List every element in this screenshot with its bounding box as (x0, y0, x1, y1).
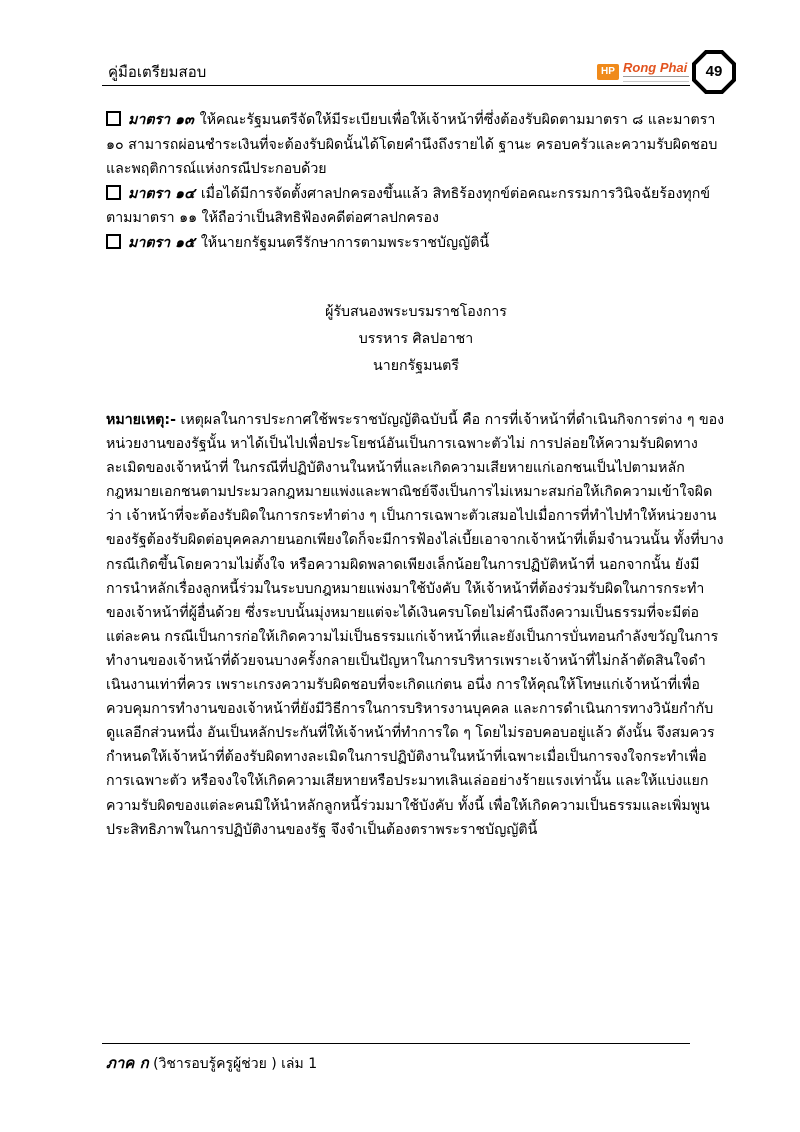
logo-text: Rong Phai (623, 60, 688, 75)
checkbox-square-icon (106, 185, 121, 200)
logo-badge: HP (597, 64, 619, 80)
footer-divider (102, 1043, 690, 1044)
signature-line-title: นายกรัฐมนตรี (373, 358, 459, 374)
header-divider (102, 85, 690, 86)
section-heading: มาตรา ๑๕ (128, 234, 195, 251)
section-13 (106, 108, 726, 182)
page-number-badge (692, 50, 736, 94)
section-14 (106, 182, 726, 231)
section-heading: มาตรา ๑๓ (128, 112, 194, 128)
section-text: ให้นายกรัฐมนตรีรักษาการตามพระราชบัญญัตินี้ (200, 234, 490, 251)
checkbox-square-icon (106, 111, 121, 126)
running-footer (106, 1052, 317, 1075)
section-text: ให้คณะรัฐมนตรีจัดให้มีระเบียบเพื่อให้เจ้าหน้าที่ซึ่งต้องรับผิดตามมาตรา ๘ และมาตรา ๑๐ สามารถผ่อนชำระเงินที่จะต้องรับผิดนั้นได้โดยคำนึงถึงรายได้ ฐานะ ครอบครัวและความรับผิดชอบ และพฤติการณ์แห่งกรณีประกอบด้วย (106, 112, 718, 178)
signature-line-name: บรรหาร ศิลปอาชา (358, 331, 474, 347)
signature-block (106, 299, 726, 380)
checkbox-square-icon (106, 234, 121, 249)
signature-line-countersign: ผู้รับสนองพระบรมราชโองการ (325, 304, 507, 320)
remark-label: หมายเหตุ:- (106, 412, 176, 428)
section-text: เมื่อได้มีการจัดตั้งศาลปกครองขึ้นแล้ว สิทธิร้องทุกข์ต่อคณะกรรมการวินิจฉัยร้องทุกข์ตามมาตรา ๑๑ ให้ถือว่าเป็นสิทธิฟ้องคดีต่อศาลปกครอง (106, 185, 711, 227)
remark-paragraph (106, 408, 726, 842)
logo-underline (623, 76, 689, 82)
sections-block (106, 108, 726, 256)
footer-subtitle: (วิชารอบรู้ครูผู้ช่วย ) เล่ม 1 (153, 1056, 318, 1072)
footer-part: ภาค ก (106, 1054, 149, 1072)
section-15 (106, 231, 726, 256)
section-heading: มาตรา ๑๔ (128, 185, 195, 202)
remark-text: เหตุผลในการประกาศใช้พระราชบัญญัติฉบับนี้ คือ การที่เจ้าหน้าที่ดำเนินกิจการต่าง ๆ ของหน่วยงานของรัฐนั้น หาได้เป็นไปเพื่อประโยชน์อันเป็นการเฉพาะตัวไม่ การปล่อยให้ความรับผิดทางละเมิดของเจ้าหน้าที่ ในกรณีที่ปฏิบัติงานในหน้าที่และเกิดความเสียหายแก่เอกชนเป็นไปตามหลักกฎหมายเอกชนตามประมวลกฎหมายแพ่งและพาณิชย์จึงเป็นการไม่เหมาะสมก่อให้เกิดความเข้าใจผิดว่า เจ้าหน้าที่จะต้องรับผิดในการกระทำต่าง ๆ เป็นการเฉพาะตัวเสมอไปเมื่อการที่ทำไปทำให้หน่วยงานของรัฐต้องรับผิดต่อบุคคลภายนอกเพียงใดก็จะมีการฟ้องไล่เบี้ยเอาจากเจ้าหน้าที่เต็มจำนวนนั้น ทั้งที่บางกรณีเกิดขึ้นโดยความไม่ตั้งใจ หรือความผิดพลาดเพียงเล็กน้อยในการปฏิบัติหน้าที่ นอกจากนั้น ยังมีการนำหลักเรื่องลูกหนี้ร่วมในระบบกฎหมายแพ่งมาใช้บังคับ ให้เจ้าหน้าที่ต้องร่วมรับผิดในการกระทำของเจ้าหน้าที่ผู้อื่นด้วย ซึ่งระบบนั้นมุ่งหมายแต่จะได้เงินครบโดยไม่คำนึงถึงความเป็นธรรมที่จะมีต่อแต่ละคน กรณีเป็นการก่อให้เกิดความไม่เป็นธรรมแก่เจ้าหน้าที่และยังเป็นการบั่นทอนกำลังขวัญในการทำงานของเจ้าหน้าที่ด้วยจนบางครั้งกลายเป็นปัญหาในการบริหารเพราะเจ้าหน้าที่ไม่กล้าตัดสินใจดำเนินงานเท่าที่ควร เพราะเกรงความรับผิดชอบที่จะเกิดแก่ตน อนึ่ง การให้คุณให้โทษแก่เจ้าหน้าที่เพื่อควบคุมการทำงานของเจ้าหน้าที่ยังมีวิธีการในการบริหารงานบุคคล และการดำเนินการทางวินัยกำกับดูแลอีกส่วนหนึ่ง อันเป็นหลักประกันที่ให้เจ้าหน้าที่ทำการใด ๆ โดยไม่รอบคอบอยู่แล้ว ดังนั้น จึงสมควรกำหนดให้เจ้าหน้าที่ต้องรับผิดทางละเมิดในการปฏิบัติงานในหน้าที่เฉพาะเมื่อเป็นการจงใจกระทำเพื่อการเฉพาะตัว หรือจงใจให้เกิดความเสียหายหรือประมาทเลินเล่ออย่างร้ายแรงเท่านั้น และให้แบ่งแยกความรับผิดของแต่ละคนมิให้นำหลักลูกหนี้ร่วมมาใช้บังคับ ทั้งนี้ เพื่อให้เกิดความเป็นธรรมและเพิ่มพูนประสิทธิภาพในการปฏิบัติงานของรัฐ จึงจำเป็นต้องตราพระราชบัญญัตินี้ (106, 412, 725, 838)
page-number: 49 (705, 63, 723, 80)
publisher-logo (597, 58, 689, 88)
running-header-title: คู่มือเตรียมสอบ (108, 63, 207, 81)
